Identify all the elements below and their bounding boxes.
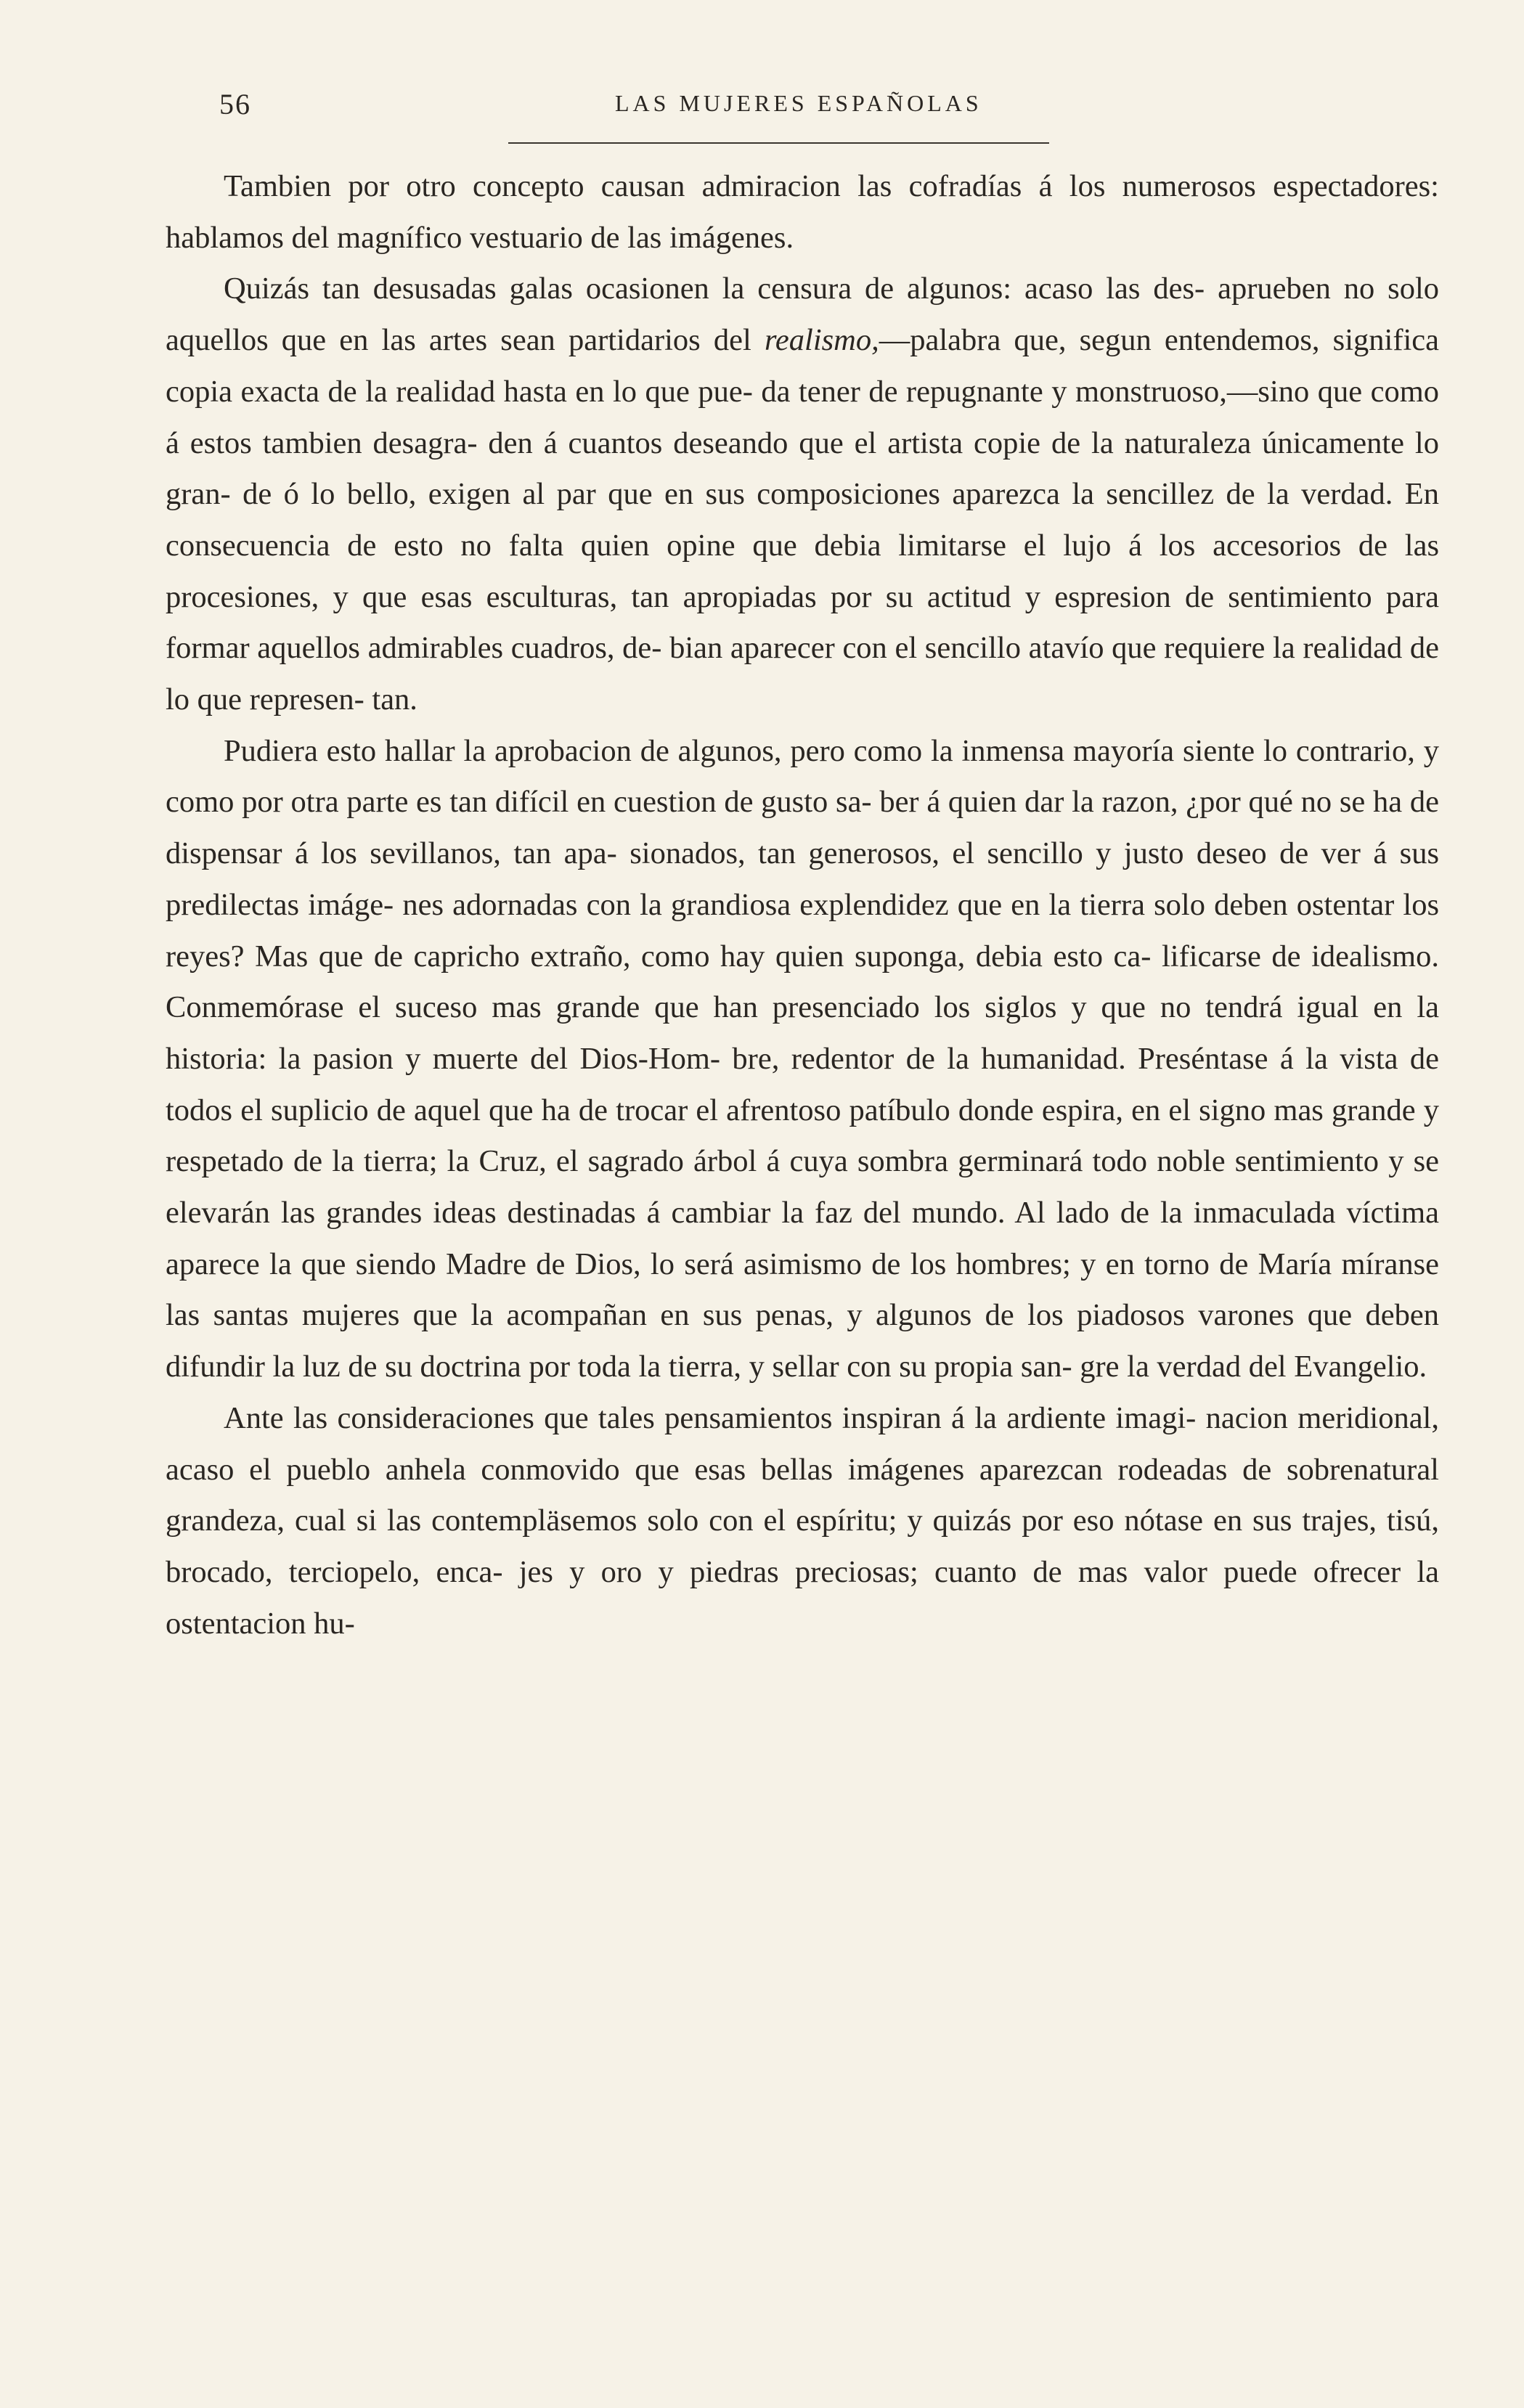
paragraph-2-text-after: —palabra que, segun entendemos, significa copia exacta de la realidad hasta en lo que pue- da tener de repugnante y monstruoso,—sino que como á estos tambien desagra- den á cuantos deseando que el artista copie de la naturaleza únicamente lo gran- de ó lo bello, exigen al par que en sus composiciones aparezca la sencillez de la verdad. En consecuencia de esto no falta quien opine que debia limitarse el lujo á los accesorios de las procesiones, y que esas esculturas, tan apropiadas por su actitud y espresion de sentimiento para formar aquellos admirables cuadros, de- bian aparecer con el sencillo atavío que requiere la realidad de lo que represen- tan. (166, 323, 1440, 717)
paragraph-2-emphasis: realismo, (764, 323, 879, 358)
header-rule (508, 142, 1049, 144)
paragraph-2-text-before: Quizás tan desusadas galas ocasionen la censura de algunos: acaso las des- aprueben no solo aquellos que en las artes sean partidarios del (166, 272, 1439, 358)
running-title: LAS MUJERES ESPAÑOLAS (615, 90, 982, 116)
paragraph-1: Tambien por otro concepto causan admiracion las cofradías á los numerosos espectadores: hablamos del magnífico vestuario de las imágenes. (166, 169, 1439, 255)
paragraph-3: Pudiera esto hallar la aprobacion de algunos, pero como la inmensa mayoría siente lo contrario, y como por otra parte es tan difícil en cuestion de gusto sa- ber á quien dar la razon, ¿por qué no se ha de dispensar á los sevillanos, tan apa- sionados, tan generosos, el sencillo y justo deseo de ver á sus predilectas imáge- nes adornadas con la grandiosa explendidez que en la tierra solo deben ostentar los reyes? Mas que de capricho extraño, como hay quien suponga, debia esto ca- lificarse de idealismo. Conmemórase el suceso mas grande que han presenciado los siglos y que no tendrá igual en la historia: la pasion y muerte del Dios-Hom- bre, redentor de la humanidad. Preséntase á la vista de todos el suplicio de aquel que ha de trocar el afrentoso patíbulo donde espira, en el signo mas grande y respetado de la tierra; la Cruz, el sagrado árbol á cuya sombra germinará todo noble sentimiento y se elevarán las grandes ideas destinadas á cambiar la faz del mundo. Al lado de la inmaculada víctima aparece la que siendo Madre de Dios, lo será asimismo de los hombres; y en torno de María míranse las santas mujeres que la acompañan en sus penas, y algunos de los piadosos varones que deben difundir la luz de su doctrina por toda la tierra, y sellar con su propia san- gre la verdad del Evangelio. (166, 733, 1439, 1384)
running-head (219, 87, 1468, 138)
paragraph-4: Ante las consideraciones que tales pensamientos inspiran á la ardiente imagi- nacion meridional, acaso el pueblo anhela conmovido que esas bellas imágenes aparezcan rodeadas de sobrenatural grandeza, cual si las contempläsemos solo con el espíritu; y quizás por eso nótase en sus trajes, tisú, brocado, terciopelo, enca- jes y oro y piedras preciosas; cuanto de mas valor puede ofrecer la ostentacion hu- (166, 1400, 1439, 1641)
paragraph-2 (166, 264, 1439, 725)
page-number: 56 (219, 88, 251, 121)
body-text (166, 161, 1439, 1649)
